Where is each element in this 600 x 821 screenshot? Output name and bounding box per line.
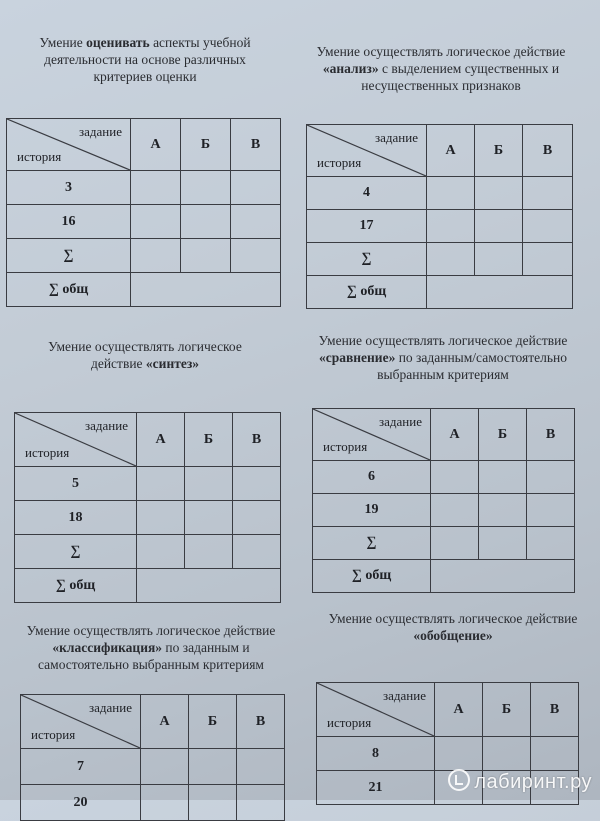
row-label: ∑ общ: [307, 276, 427, 309]
row-label: ∑: [313, 527, 431, 560]
header-diagonal-cell: [307, 125, 427, 177]
cell: [475, 210, 523, 243]
task-label: задание: [375, 130, 418, 145]
column-v-header: В: [523, 125, 573, 177]
block-4-table: [312, 408, 575, 593]
cell: [185, 467, 233, 501]
column-b-header: Б: [483, 683, 531, 737]
cell: [137, 569, 281, 603]
cell: [231, 205, 281, 239]
cell: [431, 461, 479, 494]
block-5-title: Умение осуществлять логическое действие «классификация» по заданным и самостоятельно выбранным критериям: [26, 623, 276, 672]
story-label: история: [327, 715, 372, 730]
cell: [527, 461, 575, 494]
story-label: история: [31, 727, 76, 742]
task-label: задание: [79, 124, 122, 139]
cell: [237, 749, 285, 785]
row-label: 3: [7, 171, 131, 205]
row-label: 17: [307, 210, 427, 243]
cell: [523, 177, 573, 210]
cell: [479, 527, 527, 560]
cell: [435, 737, 483, 771]
block-3-table: [14, 412, 281, 603]
column-b-header: Б: [475, 125, 523, 177]
block-1-table: [6, 118, 281, 307]
cell: [431, 527, 479, 560]
cell: [427, 210, 475, 243]
task-label: задание: [383, 688, 426, 703]
cell: [141, 749, 189, 785]
block-2-title: Умение осуществлять логическое действие «анализ» с выделением существенных и несущественных признаков: [316, 44, 566, 93]
cell: [181, 171, 231, 205]
cell: [479, 461, 527, 494]
block-6-title: Умение осуществлять логическое действие «обобщение»: [328, 611, 578, 643]
cell: [431, 494, 479, 527]
column-b-header: Б: [189, 695, 237, 749]
row-label: 5: [15, 467, 137, 501]
row-label: 21: [317, 771, 435, 805]
cell: [475, 243, 523, 276]
cell: [137, 501, 185, 535]
cell: [475, 177, 523, 210]
block-4-title: Умение осуществлять логическое действие «сравнение» по заданным/самостоятельно выбранным критериям: [318, 333, 568, 382]
cell: [181, 205, 231, 239]
cell: [131, 205, 181, 239]
cell: [431, 560, 575, 593]
row-label: 19: [313, 494, 431, 527]
block-5-table: [20, 694, 285, 821]
cell: [189, 785, 237, 821]
labirint-logo-icon: [448, 769, 470, 791]
row-label: ∑ общ: [15, 569, 137, 603]
row-label: 6: [313, 461, 431, 494]
cell: [527, 494, 575, 527]
cell: [427, 177, 475, 210]
row-label: ∑ общ: [7, 273, 131, 307]
story-label: история: [25, 445, 70, 460]
cell: [527, 527, 575, 560]
column-a-header: А: [431, 409, 479, 461]
column-v-header: В: [237, 695, 285, 749]
cell: [233, 535, 281, 569]
column-a-header: А: [141, 695, 189, 749]
cell: [479, 494, 527, 527]
column-v-header: В: [531, 683, 579, 737]
header-diagonal-cell: [15, 413, 137, 467]
cell: [233, 467, 281, 501]
row-label: 7: [21, 749, 141, 785]
row-label: ∑ общ: [313, 560, 431, 593]
cell: [137, 535, 185, 569]
header-diagonal-cell: [21, 695, 141, 749]
block-2-table: [306, 124, 573, 309]
cell: [427, 276, 573, 309]
column-a-header: А: [435, 683, 483, 737]
cell: [427, 243, 475, 276]
cell: [131, 239, 181, 273]
cell: [141, 785, 189, 821]
row-label: 18: [15, 501, 137, 535]
cell: [233, 501, 281, 535]
row-label: ∑: [307, 243, 427, 276]
cell: [181, 239, 231, 273]
column-v-header: В: [527, 409, 575, 461]
header-diagonal-cell: [317, 683, 435, 737]
cell: [483, 737, 531, 771]
cell: [237, 785, 285, 821]
column-b-header: Б: [185, 413, 233, 467]
cell: [231, 171, 281, 205]
cell: [523, 243, 573, 276]
column-b-header: Б: [479, 409, 527, 461]
cell: [531, 737, 579, 771]
cell: [185, 501, 233, 535]
row-label: ∑: [15, 535, 137, 569]
cell: [131, 171, 181, 205]
header-diagonal-cell: [7, 119, 131, 171]
block-3-title: Умение осуществлять логическое действие «синтез»: [48, 339, 242, 371]
block-1-title: Умение оценивать аспекты учебной деятельности на основе различных критериев оценки: [39, 35, 251, 84]
row-label: 20: [21, 785, 141, 821]
cell: [131, 273, 281, 307]
story-label: история: [323, 439, 368, 454]
column-b-header: Б: [181, 119, 231, 171]
column-v-header: В: [231, 119, 281, 171]
cell: [185, 535, 233, 569]
story-label: история: [17, 149, 62, 164]
column-a-header: А: [137, 413, 185, 467]
story-label: история: [317, 155, 362, 170]
header-diagonal-cell: [313, 409, 431, 461]
row-label: 16: [7, 205, 131, 239]
row-label: ∑: [7, 239, 131, 273]
row-label: 8: [317, 737, 435, 771]
column-a-header: А: [427, 125, 475, 177]
cell: [231, 239, 281, 273]
row-label: 4: [307, 177, 427, 210]
cell: [523, 210, 573, 243]
task-label: задание: [85, 418, 128, 433]
column-a-header: А: [131, 119, 181, 171]
task-label: задание: [89, 700, 132, 715]
task-label: задание: [379, 414, 422, 429]
cell: [189, 749, 237, 785]
column-v-header: В: [233, 413, 281, 467]
watermark: лабиринт.ру: [448, 769, 592, 794]
cell: [137, 467, 185, 501]
